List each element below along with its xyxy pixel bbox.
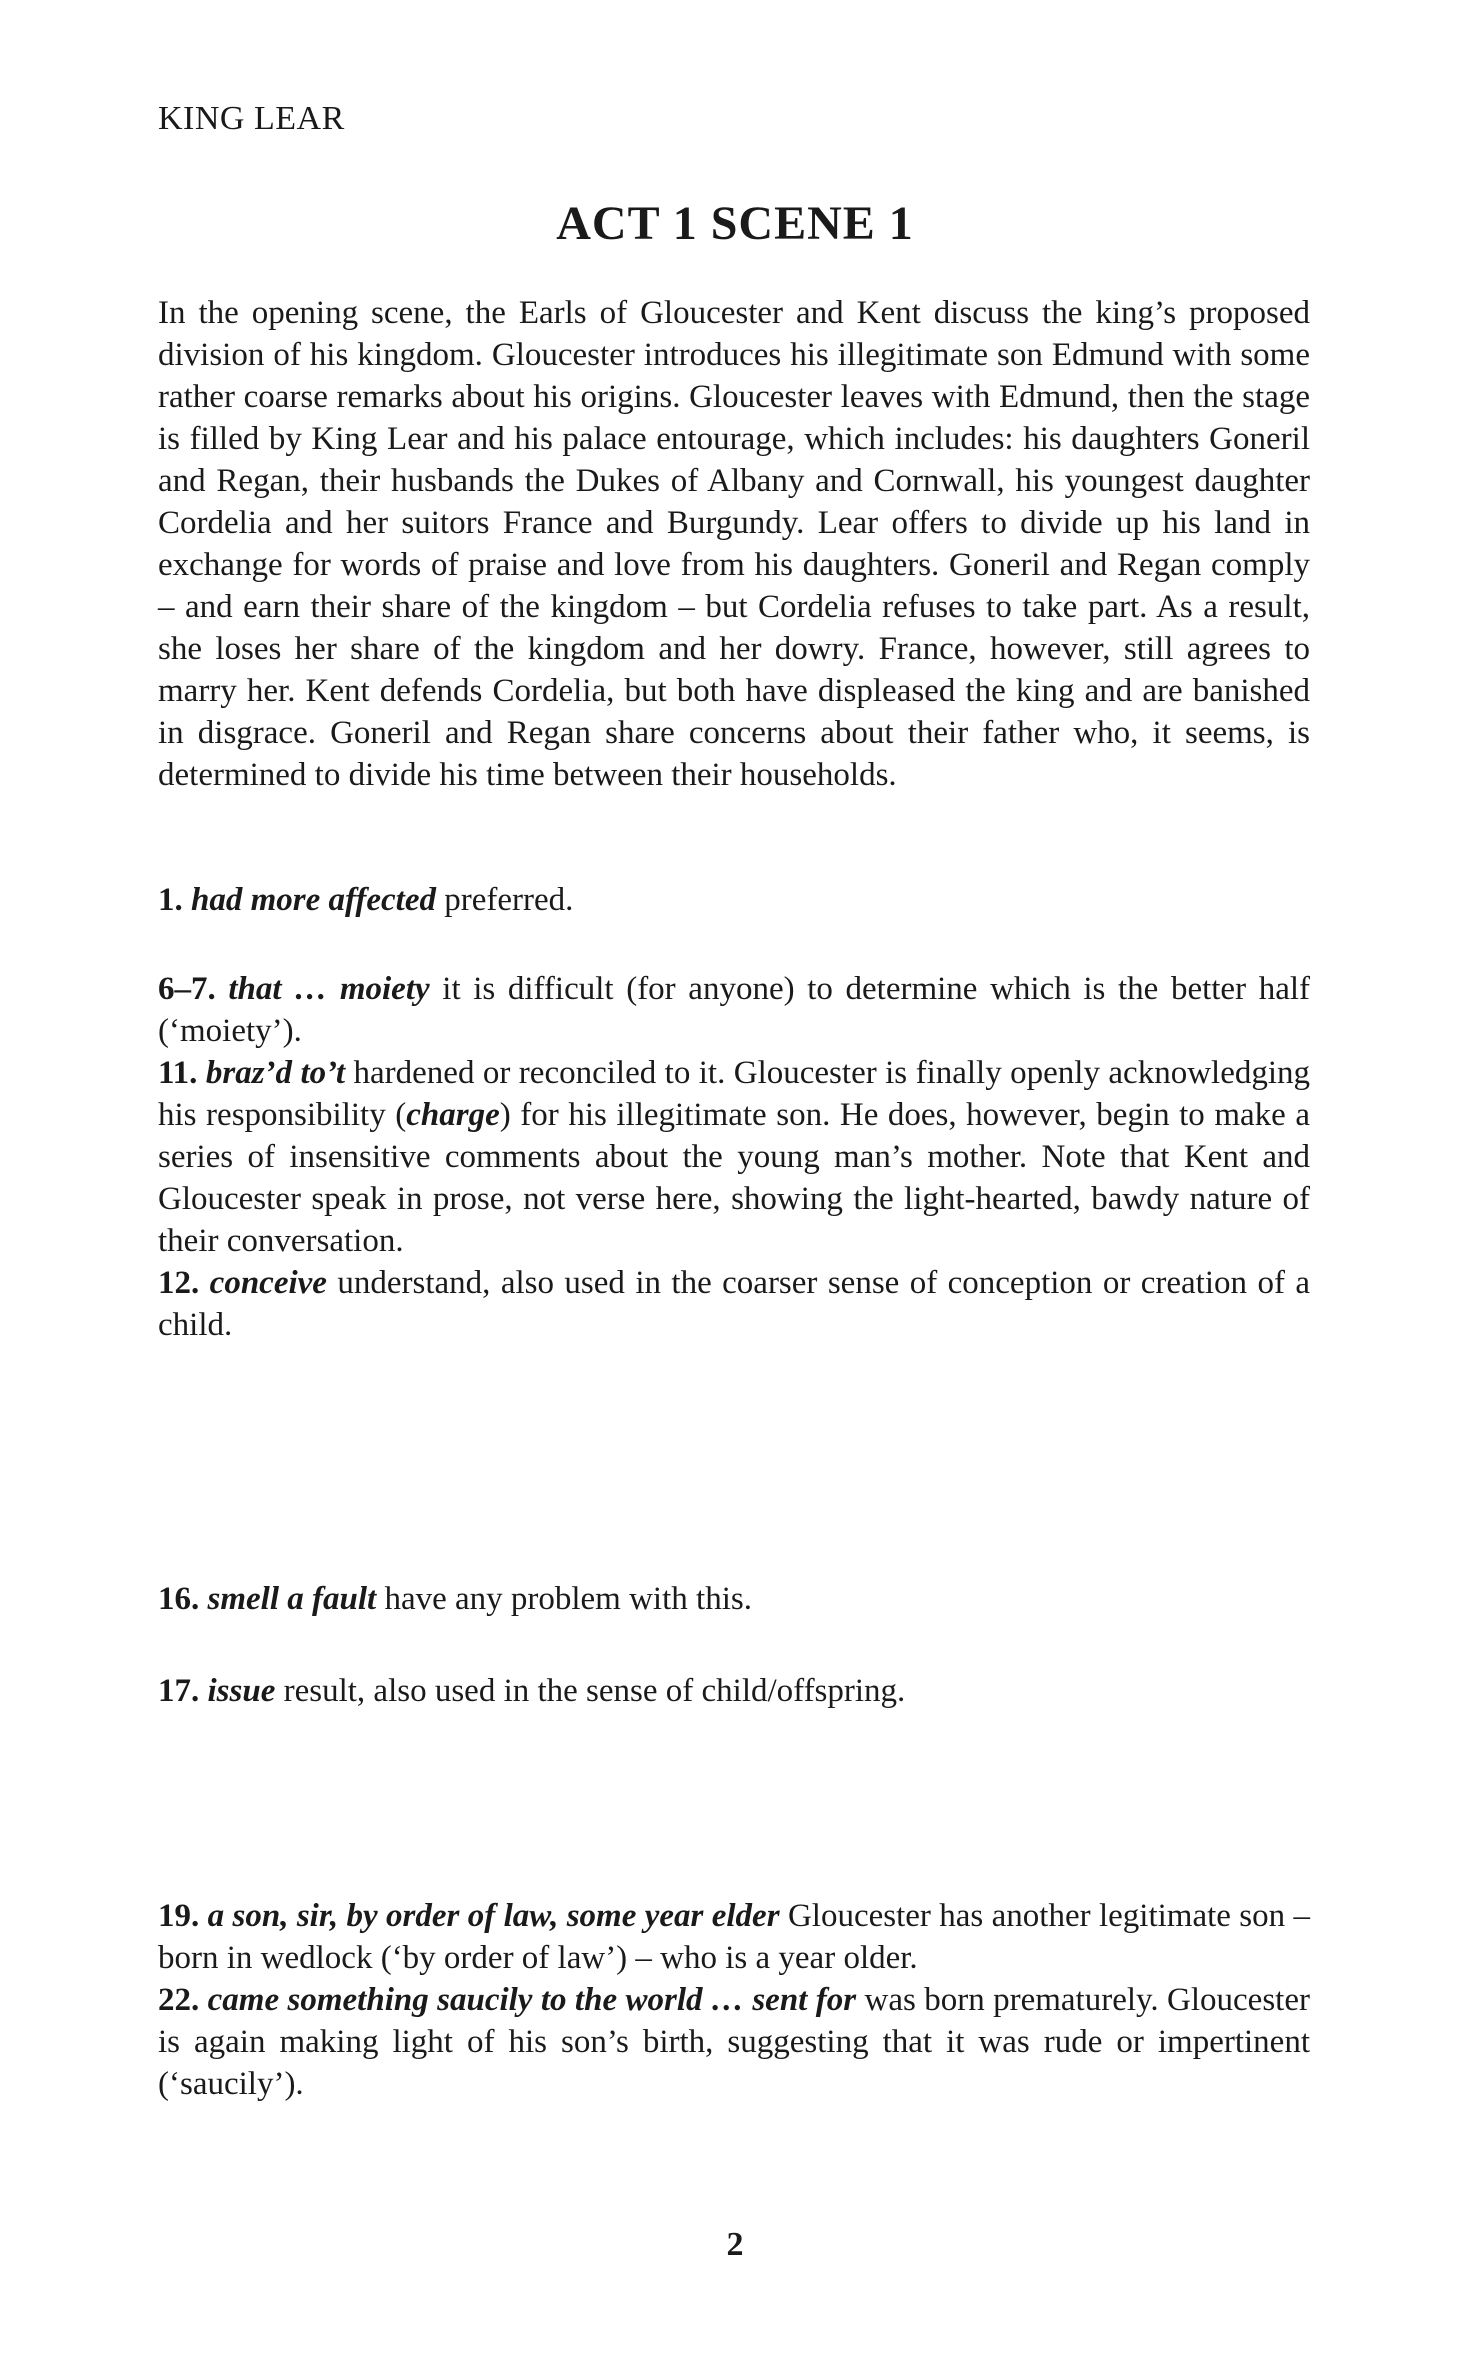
note-entry bbox=[158, 968, 1310, 1052]
note-gloss: understand, also used in the coarser sense of conception or creation of a child. bbox=[158, 1265, 1310, 1343]
note-entry bbox=[158, 1670, 1310, 1712]
summary-paragraph: In the opening scene, the Earls of Gloucester and Kent discuss the king’s proposed division of his kingdom. Gloucester introduces his illegitimate son Edmund with some rather coarse remarks about his origins. Gloucester leaves with Edmund, then the stage is filled by King Lear and his palace entourage, which includes: his daughters Goneril and Regan, their husbands the Dukes of Albany and Cornwall, his youngest daughter Cordelia and her suitors France and Burgundy. Lear offers to divide up his land in exchange for words of praise and love from his daughters. Goneril and Regan comply – and earn their share of the kingdom – but Cordelia refuses to take part. As a result, she loses her share of the kingdom and her dowry. France, however, still agrees to marry her. Kent defends Cordelia, but both have displeased the king and are banished in disgrace. Goneril and Regan share concerns about their father who, it seems, is determined to divide his time between their households. bbox=[158, 295, 1310, 793]
page-number: 2 bbox=[726, 2226, 744, 2263]
note-gloss: result, also used in the sense of child/offspring. bbox=[275, 1673, 906, 1709]
note-number: 16. bbox=[158, 1581, 200, 1617]
running-head: KING LEAR bbox=[158, 100, 345, 137]
note-number: 6–7. bbox=[158, 971, 216, 1007]
note-lemma: smell a fault bbox=[207, 1581, 377, 1617]
notes-group-a bbox=[158, 968, 1310, 1346]
note-gloss: have any problem with this. bbox=[376, 1581, 752, 1617]
note-entry bbox=[158, 1052, 1310, 1262]
note-lemma: issue bbox=[207, 1673, 276, 1709]
note-entry bbox=[158, 1262, 1310, 1346]
note-number: 1. bbox=[158, 882, 183, 918]
note-entry bbox=[158, 1895, 1310, 1979]
note-gloss: was born prematurely. Gloucester is again making light of his son’s birth, suggesting that it was rude or impertinent (‘saucily’). bbox=[158, 1982, 1310, 2102]
note-16 bbox=[158, 1578, 1310, 1620]
note-entry bbox=[158, 1979, 1310, 2105]
note-lemma: came something saucily to the world … sent for bbox=[207, 1982, 857, 2018]
note-number: 17. bbox=[158, 1673, 200, 1709]
note-entry bbox=[158, 879, 1310, 921]
scene-summary bbox=[158, 292, 1310, 796]
note-lemma: a son, sir, by order of law, some year elder bbox=[207, 1898, 780, 1934]
note-gloss: Gloucester has another legitimate son – born in wedlock (‘by order of law’) – who is a year older. bbox=[158, 1898, 1311, 1976]
note-gloss: preferred. bbox=[436, 882, 574, 918]
note-17 bbox=[158, 1670, 1310, 1712]
note-gloss-continued: ) for his illegitimate son. He does, however, begin to make a series of insensitive comments about the young man’s mother. Note that Kent and Gloucester speak in prose, not verse here, showing the light-hearted, bawdy nature of their conversation. bbox=[158, 1097, 1310, 1259]
note-gloss: hardened or reconciled to it. Gloucester is finally openly acknowledging his responsibility ( bbox=[158, 1055, 1311, 1133]
note-number: 12. bbox=[158, 1265, 200, 1301]
note-inline-term: charge bbox=[406, 1097, 500, 1133]
note-lemma: braz’d to’t bbox=[205, 1055, 346, 1091]
note-1 bbox=[158, 879, 1310, 921]
note-lemma: had more affected bbox=[191, 882, 437, 918]
notes-group-b bbox=[158, 1895, 1310, 2105]
note-entry bbox=[158, 1578, 1310, 1620]
note-number: 11. bbox=[158, 1055, 198, 1091]
note-number: 19. bbox=[158, 1898, 200, 1934]
note-gloss: it is difficult (for anyone) to determine which is the better half (‘moiety’). bbox=[158, 971, 1310, 1049]
note-number: 22. bbox=[158, 1982, 200, 2018]
note-lemma: conceive bbox=[209, 1265, 327, 1301]
scene-title: ACT 1 SCENE 1 bbox=[556, 197, 914, 250]
note-lemma: that … moiety bbox=[228, 971, 430, 1007]
